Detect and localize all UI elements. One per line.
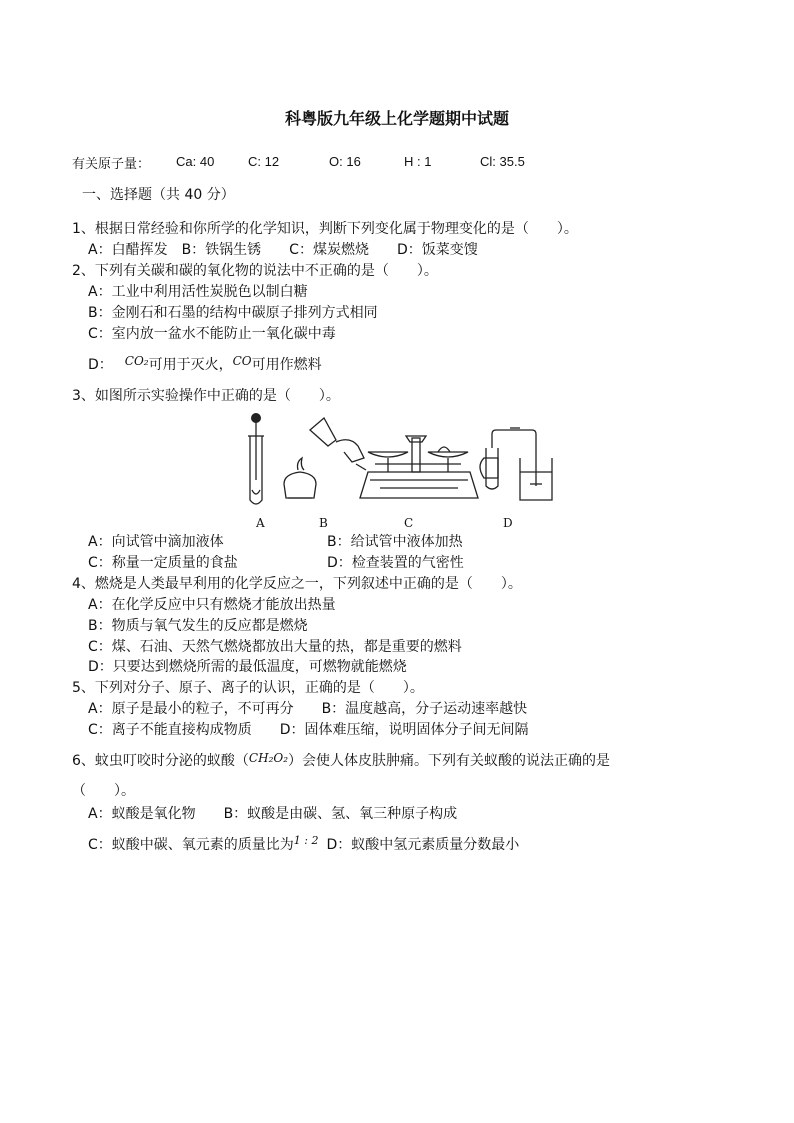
question-4-stem: 4、燃烧是人类最早利用的化学反应之一，下列叙述中正确的是（ ）。 [72, 576, 522, 592]
question-2-stem: 2、下列有关碳和碳的氧化物的说法中不正确的是（ ）。 [72, 263, 438, 279]
question-3-option-d: D：检查装置的气密性 [327, 555, 464, 571]
page-title: 科粤版九年级上化学题期中试题 [284, 109, 509, 128]
section-heading: 一、选择题（共 40 分） [82, 187, 235, 203]
option-d-suffix: 可用作燃料 [251, 357, 322, 373]
question-5-stem: 5、下列对分子、原子、离子的认识，正确的是（ ）。 [72, 680, 424, 696]
figure-c-balance [360, 436, 478, 498]
option-d-mid: 可用于灭火， [148, 357, 233, 373]
question-5-options-cd: C：离子不能直接构成物质 D：固体难压缩，说明固体分子间无间隔 [88, 722, 529, 738]
question-2-option-a: A：工业中利用活性炭脱色以制白糖 [88, 284, 308, 300]
mass-cl: Cl: 35.5 [480, 154, 525, 169]
stem-pre: 6、蚊虫叮咬时分泌的蚁酸（ [72, 753, 249, 769]
question-2-option-b: B：金刚石和石墨的结构中碳原子排列方式相同 [88, 305, 378, 321]
option-c-text: C：蚁酸中碳、氧元素的质量比为 [88, 837, 294, 853]
question-3-option-c: C：称量一定质量的食盐 [88, 555, 238, 571]
question-5-options-ab: A：原子是最小的粒子，不可再分 B：温度越高，分子运动速率越快 [88, 701, 528, 717]
option-d-prefix: D： [88, 357, 113, 373]
figure-a-dropper-tube [248, 413, 264, 504]
question-4-option-d: D：只要达到燃烧所需的最低温度，可燃物就能燃烧 [88, 659, 407, 675]
question-6-answer-paren: （ ）。 [72, 783, 135, 799]
stem-post: ）会使人体皮肤肿痛。下列有关蚁酸的说法正确的是 [288, 753, 611, 769]
mass-c: C: 12 [248, 154, 280, 169]
lab-operations-figure [240, 412, 560, 514]
question-6-options-ab: A：蚁酸是氧化物 B：蚁酸是由碳、氢、氧三种原子构成 [88, 806, 458, 822]
question-3-option-a: A：向试管中滴加液体 [88, 534, 224, 550]
figure-label-c: C [404, 516, 414, 530]
question-2-option-c: C：室内放一盆水不能防止一氧化碳中毒 [88, 326, 336, 342]
mass-o: O: 16 [329, 154, 361, 169]
option-d-text: D：蚁酸中氢元素质量分数最小 [326, 837, 520, 853]
mass-ca: Ca: 40 [176, 154, 215, 169]
question-6-options-cd [88, 836, 519, 855]
question-6-stem [72, 752, 610, 770]
formula-co: CO [232, 354, 252, 368]
formula-co2: CO₂ [124, 354, 149, 368]
mass-h: H : 1 [404, 154, 432, 169]
figure-d-airtightness [480, 428, 552, 500]
question-1-options: A：白醋挥发 B：铁锅生锈 C：煤炭燃烧 D：饭菜变馊 [88, 242, 478, 258]
atomic-mass-label: 有关原子量： [72, 157, 151, 172]
question-4-option-a: A：在化学反应中只有燃烧才能放出热量 [88, 597, 336, 613]
figure-b-heating [284, 418, 366, 498]
question-1-stem: 1、根据日常经验和你所学的化学知识，判断下列变化属于物理变化的是（ ）。 [72, 221, 578, 237]
figure-label-a: A [256, 516, 265, 530]
figure-label-b: B [319, 516, 328, 530]
mass-ratio: 1 : 2 [293, 834, 319, 847]
question-3-option-b: B：给试管中液体加热 [327, 534, 463, 550]
question-4-option-c: C：煤、石油、天然气燃烧都放出大量的热，都是重要的燃料 [88, 639, 462, 655]
formula-ch2o2: CH₂O₂ [248, 751, 289, 765]
question-3-stem: 3、如图所示实验操作中正确的是（ ）。 [72, 388, 340, 404]
question-4-option-b: B：物质与氧气发生的反应都是燃烧 [88, 618, 308, 634]
question-2-option-d [88, 356, 322, 374]
figure-label-d: D [503, 516, 513, 530]
